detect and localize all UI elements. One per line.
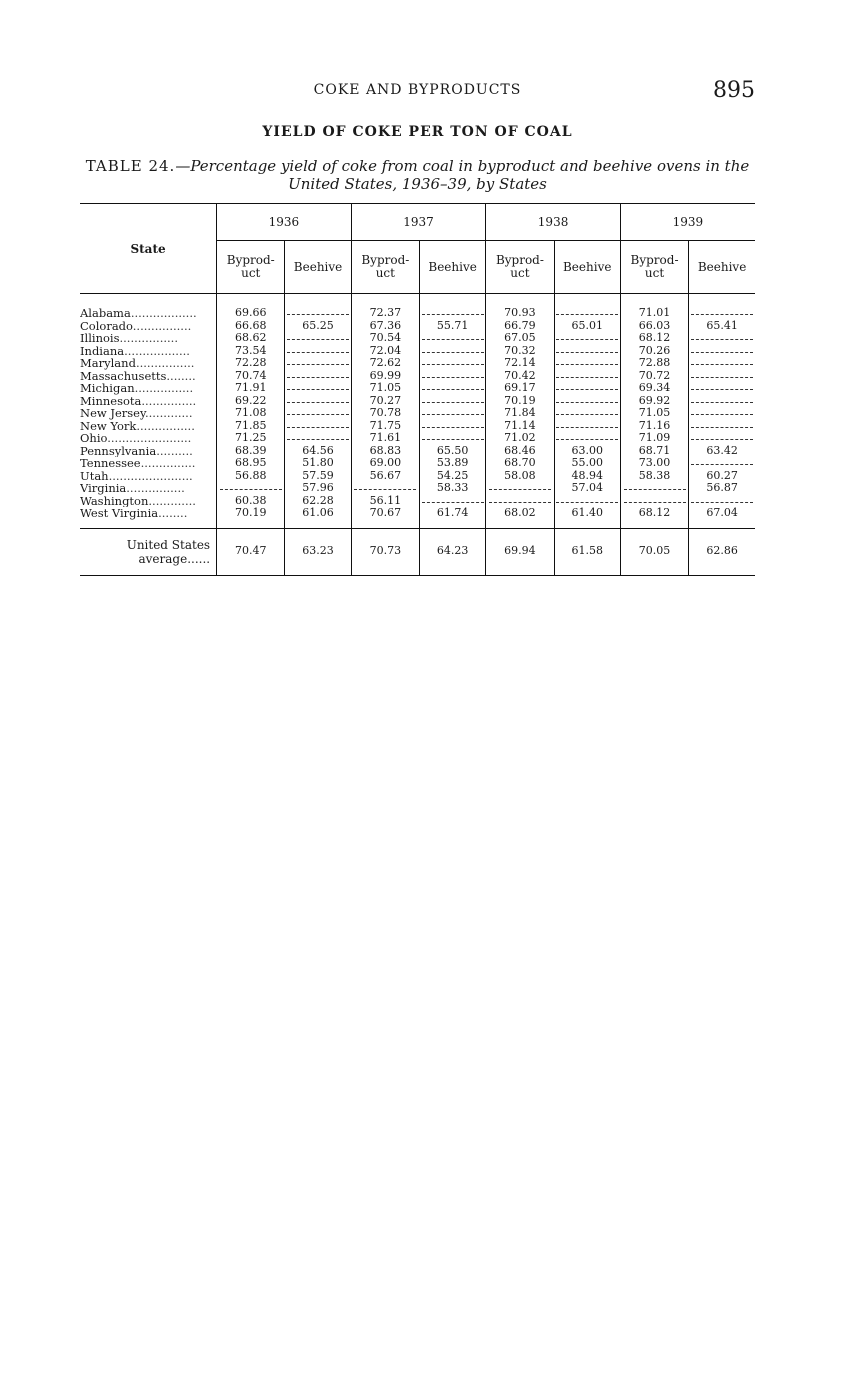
value-cell	[285, 432, 351, 445]
value-cell: 56.87	[689, 482, 755, 495]
year-header: 1937	[351, 204, 486, 241]
value-cell: 71.08	[217, 407, 285, 420]
value-cell: 73.54	[217, 345, 285, 358]
value-cell	[285, 370, 351, 383]
table-caption	[80, 157, 755, 193]
value-cell	[554, 407, 620, 420]
table-row	[80, 294, 755, 320]
state-name-cell: Ohio.......................	[80, 432, 192, 445]
byproduct-column-header: Byprod- uct	[486, 241, 554, 294]
state-name-cell: New York................	[80, 419, 195, 432]
value-cell	[554, 345, 620, 358]
value-cell	[689, 294, 755, 320]
value-cell: 55.00	[554, 457, 620, 470]
value-cell: 70.19	[486, 395, 554, 408]
state-name-cell: Utah.......................	[80, 469, 193, 482]
value-cell: 61.74	[419, 507, 485, 528]
value-cell	[419, 432, 485, 445]
value-cell: 71.84	[486, 407, 554, 420]
value-cell: 53.89	[419, 457, 485, 470]
value-cell	[419, 382, 485, 395]
running-head	[80, 78, 755, 106]
value-cell: 66.79	[486, 320, 554, 333]
value-cell: 65.41	[689, 320, 755, 333]
value-cell: 54.25	[419, 470, 485, 483]
value-cell: 51.80	[285, 457, 351, 470]
value-cell: 68.71	[620, 445, 688, 458]
value-cell	[285, 294, 351, 320]
average-value-cell: 61.58	[554, 528, 620, 575]
value-cell	[554, 395, 620, 408]
state-name-cell: Indiana..................	[80, 344, 190, 357]
table-label: TABLE 24.	[85, 157, 176, 175]
value-cell: 69.66	[217, 294, 285, 320]
value-cell: 69.34	[620, 382, 688, 395]
value-cell: 72.62	[351, 357, 419, 370]
value-cell	[419, 420, 485, 433]
value-cell: 56.67	[351, 470, 419, 483]
yield-table	[80, 204, 755, 575]
value-cell: 71.85	[217, 420, 285, 433]
value-cell: 73.00	[620, 457, 688, 470]
byproduct-column-header: Byprod- uct	[620, 241, 688, 294]
value-cell	[689, 395, 755, 408]
value-cell: 68.83	[351, 445, 419, 458]
value-cell	[285, 345, 351, 358]
value-cell: 69.00	[351, 457, 419, 470]
value-cell: 60.27	[689, 470, 755, 483]
value-cell	[689, 357, 755, 370]
value-cell: 68.12	[620, 332, 688, 345]
state-name-cell: New Jersey.............	[80, 407, 193, 420]
value-cell	[419, 332, 485, 345]
value-cell: 66.03	[620, 320, 688, 333]
value-cell: 61.06	[285, 507, 351, 528]
table-row	[80, 432, 755, 445]
value-cell: 68.39	[217, 445, 285, 458]
value-cell: 68.02	[486, 507, 554, 528]
value-cell	[689, 407, 755, 420]
state-name-cell: Minnesota...............	[80, 394, 197, 407]
value-cell: 48.94	[554, 470, 620, 483]
value-cell: 55.71	[419, 320, 485, 333]
state-name-cell: Michigan................	[80, 382, 194, 395]
value-cell: 57.04	[554, 482, 620, 495]
value-cell	[554, 420, 620, 433]
year-header: 1939	[620, 204, 755, 241]
value-cell	[554, 382, 620, 395]
value-cell	[419, 407, 485, 420]
value-cell: 70.74	[217, 370, 285, 383]
value-cell: 69.22	[217, 395, 285, 408]
running-title: COKE AND BYPRODUCTS	[313, 82, 522, 98]
value-cell	[554, 332, 620, 345]
value-cell	[285, 357, 351, 370]
value-cell: 65.50	[419, 445, 485, 458]
value-cell: 71.05	[620, 407, 688, 420]
value-cell: 70.78	[351, 407, 419, 420]
value-cell: 68.70	[486, 457, 554, 470]
value-cell	[285, 382, 351, 395]
average-value-cell: 64.23	[419, 528, 485, 575]
value-cell	[285, 395, 351, 408]
value-cell: 72.28	[217, 357, 285, 370]
value-cell: 68.46	[486, 445, 554, 458]
value-cell: 69.99	[351, 370, 419, 383]
state-name-cell: Massachusetts........	[80, 369, 196, 382]
state-name-cell: Illinois................	[80, 332, 178, 345]
value-cell: 64.56	[285, 445, 351, 458]
value-cell: 58.08	[486, 470, 554, 483]
state-column-header: State	[80, 204, 217, 294]
value-cell: 70.93	[486, 294, 554, 320]
year-header: 1936	[217, 204, 352, 241]
value-cell	[554, 432, 620, 445]
value-cell: 71.61	[351, 432, 419, 445]
page-number: 895	[713, 78, 755, 103]
average-value-cell: 69.94	[486, 528, 554, 575]
table-row	[80, 357, 755, 370]
average-row	[80, 528, 755, 575]
value-cell: 70.32	[486, 345, 554, 358]
value-cell	[689, 345, 755, 358]
average-label-cell: United States average......	[126, 537, 211, 566]
value-cell: 65.25	[285, 320, 351, 333]
value-cell	[620, 482, 688, 495]
state-name-cell: Alabama..................	[80, 306, 197, 320]
value-cell	[419, 345, 485, 358]
table-row	[80, 470, 755, 483]
value-cell: 63.00	[554, 445, 620, 458]
value-cell: 71.14	[486, 420, 554, 433]
value-cell: 62.28	[285, 495, 351, 508]
value-cell	[285, 407, 351, 420]
value-cell: 70.72	[620, 370, 688, 383]
value-cell	[689, 457, 755, 470]
value-cell: 58.38	[620, 470, 688, 483]
value-cell	[351, 482, 419, 495]
table-row	[80, 382, 755, 395]
value-cell	[689, 332, 755, 345]
value-cell: 67.05	[486, 332, 554, 345]
value-cell: 70.19	[217, 507, 285, 528]
value-cell: 68.62	[217, 332, 285, 345]
value-cell: 56.88	[217, 470, 285, 483]
value-cell	[486, 482, 554, 495]
value-cell	[419, 370, 485, 383]
value-cell: 70.42	[486, 370, 554, 383]
value-cell: 70.27	[351, 395, 419, 408]
value-cell	[419, 357, 485, 370]
value-cell: 68.95	[217, 457, 285, 470]
value-cell: 71.05	[351, 382, 419, 395]
value-cell: 61.40	[554, 507, 620, 528]
value-cell: 58.33	[419, 482, 485, 495]
value-cell	[689, 432, 755, 445]
value-cell: 71.01	[620, 294, 688, 320]
average-value-cell: 62.86	[689, 528, 755, 575]
table-row	[80, 407, 755, 420]
value-cell: 72.04	[351, 345, 419, 358]
beehive-column-header: Beehive	[419, 241, 485, 294]
year-header: 1938	[486, 204, 621, 241]
value-cell	[554, 357, 620, 370]
table-row	[80, 507, 755, 528]
value-cell: 67.04	[689, 507, 755, 528]
byproduct-column-header: Byprod- uct	[217, 241, 285, 294]
value-cell: 70.67	[351, 507, 419, 528]
value-cell	[554, 370, 620, 383]
table-caption-text: —Percentage yield of coke from coal in byproduct and beehive ovens in the United States, 1936–39, by States	[175, 157, 750, 193]
value-cell: 72.88	[620, 357, 688, 370]
state-name-cell: Pennsylvania..........	[80, 444, 193, 457]
value-cell: 68.12	[620, 507, 688, 528]
value-cell: 70.54	[351, 332, 419, 345]
value-cell: 57.59	[285, 470, 351, 483]
value-cell: 63.42	[689, 445, 755, 458]
average-value-cell: 70.05	[620, 528, 688, 575]
value-cell: 70.26	[620, 345, 688, 358]
value-cell	[419, 395, 485, 408]
average-value-cell: 70.47	[217, 528, 285, 575]
value-cell: 72.37	[351, 294, 419, 320]
average-value-cell: 63.23	[285, 528, 351, 575]
value-cell: 69.92	[620, 395, 688, 408]
value-cell: 67.36	[351, 320, 419, 333]
table-row	[80, 482, 755, 495]
value-cell: 57.96	[285, 482, 351, 495]
value-cell	[217, 482, 285, 495]
value-cell	[419, 294, 485, 320]
value-cell	[285, 332, 351, 345]
state-name-cell: Washington.............	[80, 494, 196, 507]
value-cell: 71.75	[351, 420, 419, 433]
beehive-column-header: Beehive	[689, 241, 755, 294]
state-name-cell: Virginia................	[80, 482, 185, 495]
average-value-cell: 70.73	[351, 528, 419, 575]
value-cell: 71.25	[217, 432, 285, 445]
value-cell: 65.01	[554, 320, 620, 333]
value-cell: 71.09	[620, 432, 688, 445]
state-name-cell: Colorado................	[80, 319, 192, 332]
value-cell	[554, 294, 620, 320]
value-cell: 60.38	[217, 495, 285, 508]
value-cell: 56.11	[351, 495, 419, 508]
value-cell: 71.16	[620, 420, 688, 433]
value-cell: 69.17	[486, 382, 554, 395]
byproduct-column-header: Byprod- uct	[351, 241, 419, 294]
state-name-cell: Tennessee...............	[80, 457, 196, 470]
value-cell: 66.68	[217, 320, 285, 333]
value-cell: 71.91	[217, 382, 285, 395]
beehive-column-header: Beehive	[554, 241, 620, 294]
state-name-cell: Maryland................	[80, 357, 195, 370]
state-name-cell: West Virginia........	[80, 507, 188, 520]
value-cell	[689, 370, 755, 383]
table-row	[80, 332, 755, 345]
beehive-column-header: Beehive	[285, 241, 351, 294]
value-cell: 72.14	[486, 357, 554, 370]
value-cell	[285, 420, 351, 433]
table-row	[80, 457, 755, 470]
yield-table-container	[80, 203, 755, 576]
value-cell: 71.02	[486, 432, 554, 445]
value-cell	[689, 382, 755, 395]
section-heading: YIELD OF COKE PER TON OF COAL	[262, 124, 573, 140]
value-cell	[689, 420, 755, 433]
